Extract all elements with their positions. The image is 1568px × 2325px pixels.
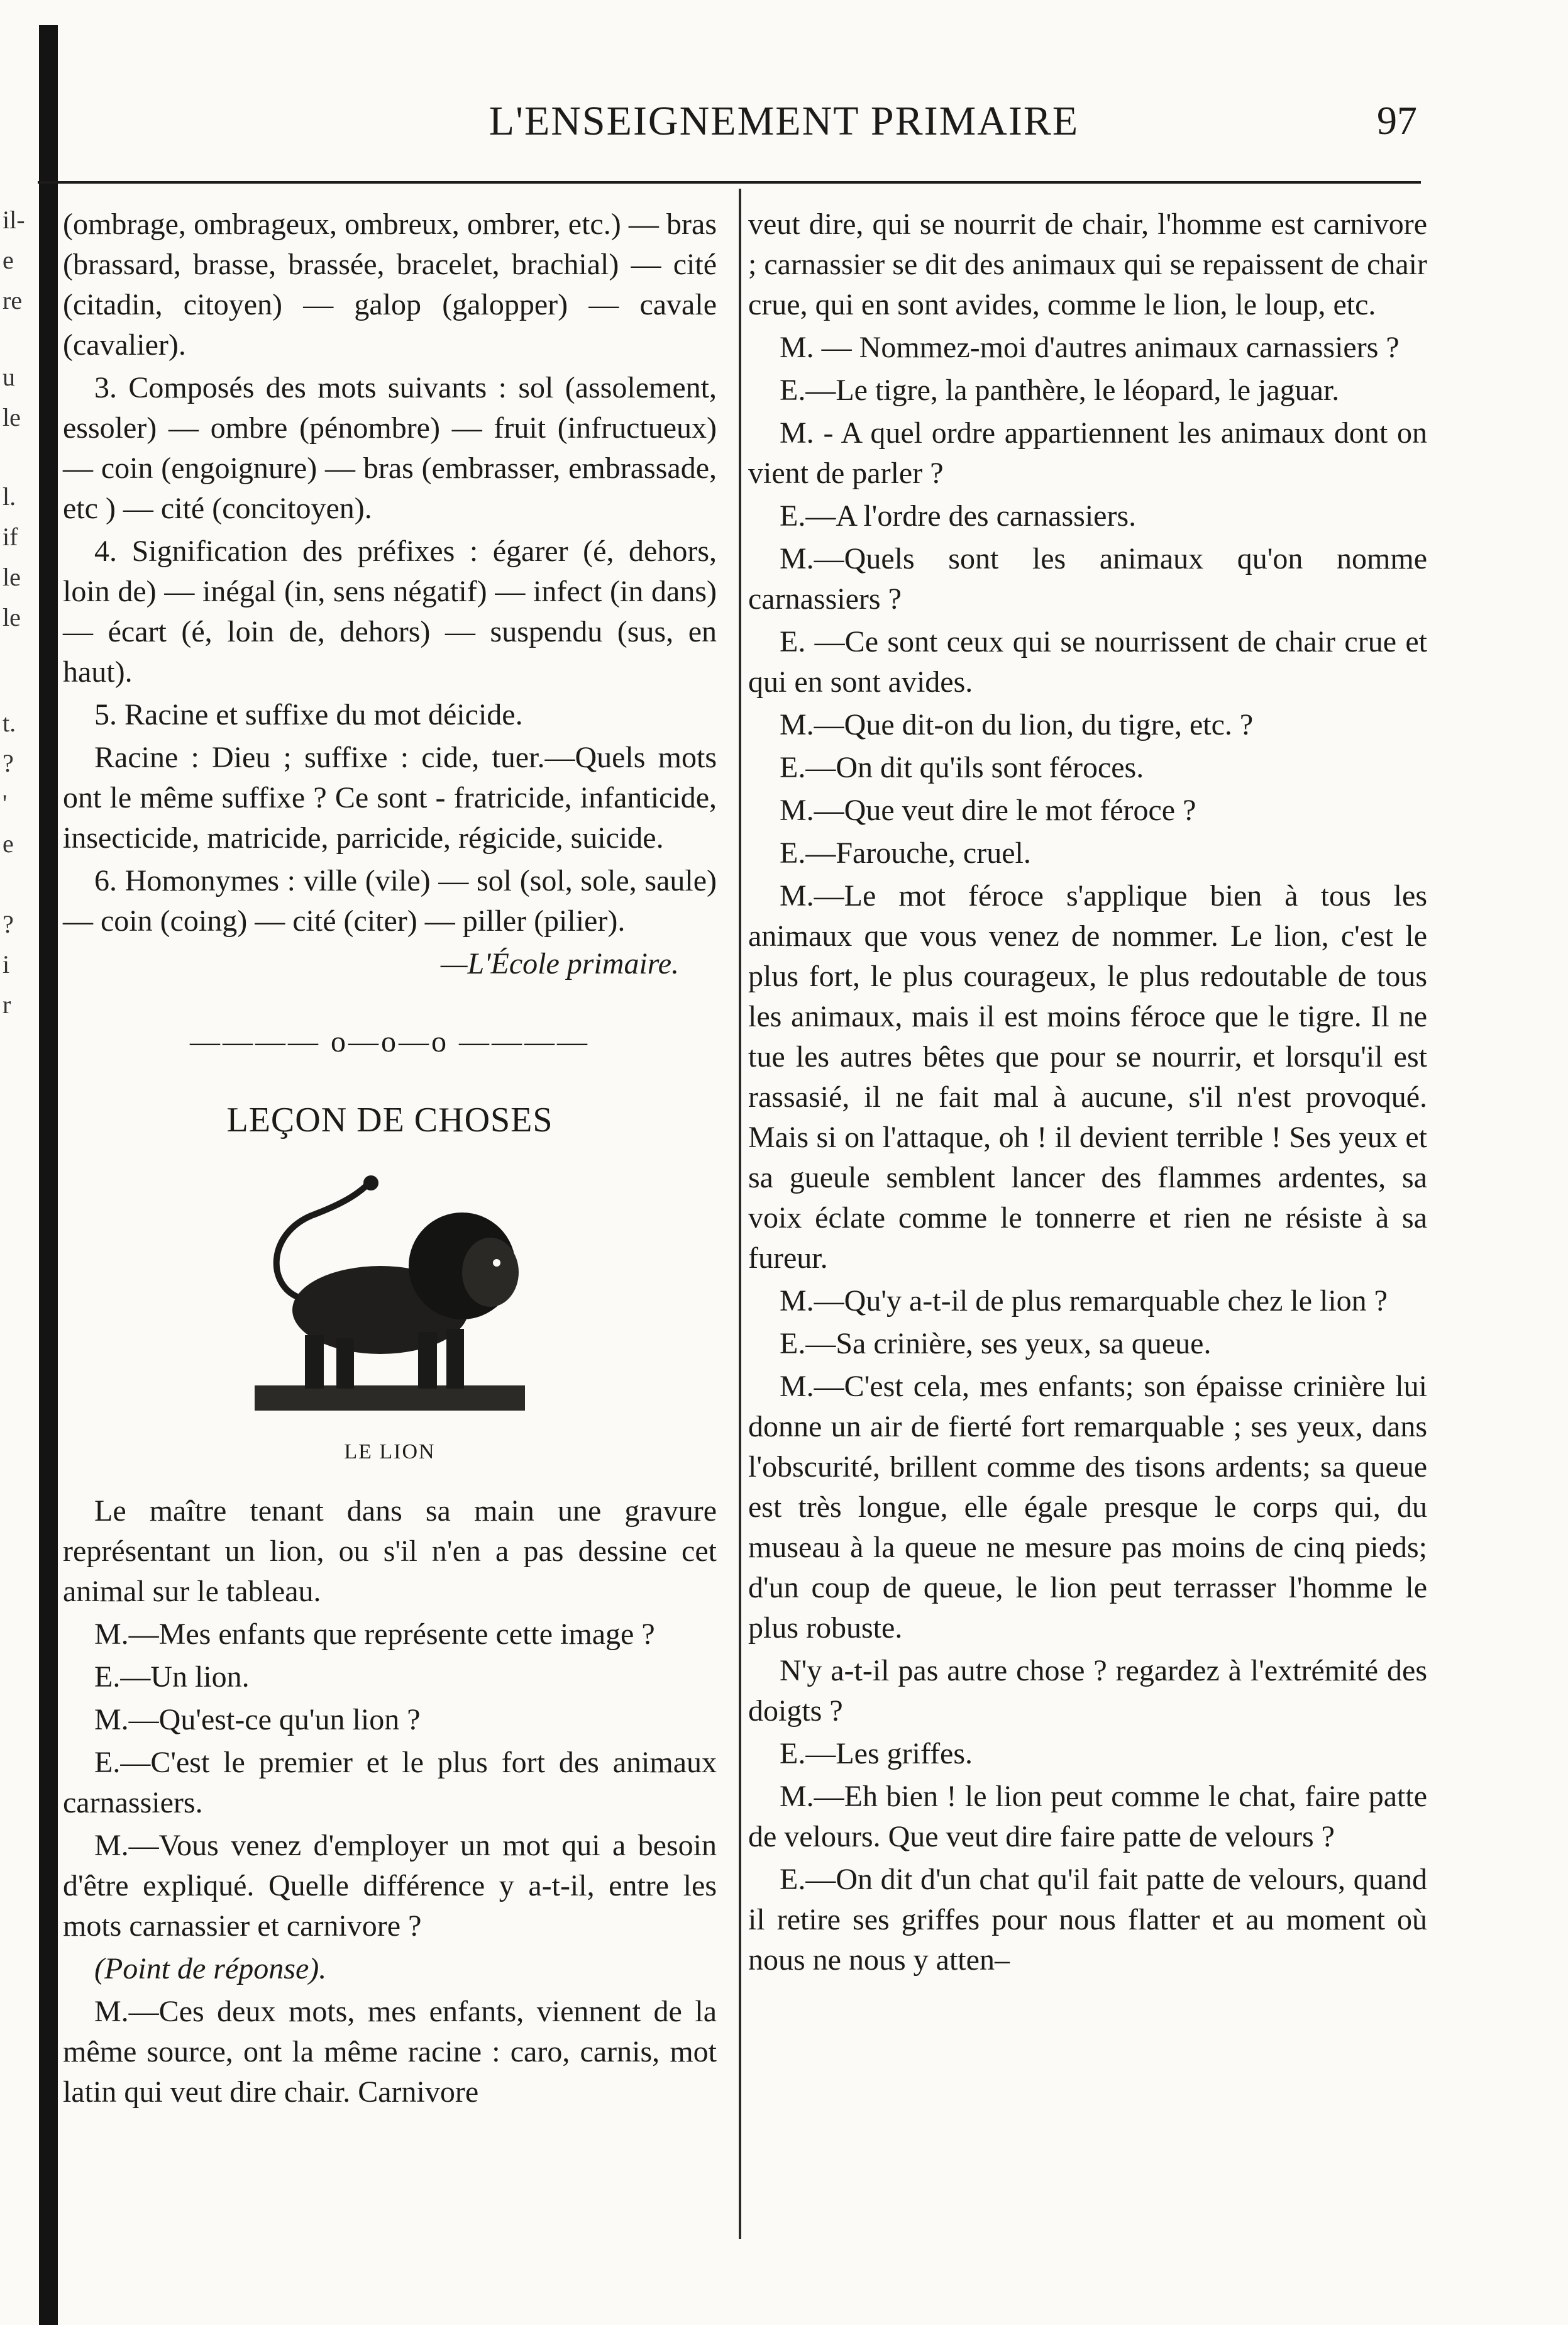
- dialogue-line: E.—Farouche, cruel.: [780, 836, 1031, 870]
- paragraph: (ombrage, ombrageux, ombreux, ombrer, etc.) — bras (brassard, brasse, brassée, bracelet, brachial) — cité (citadin, citoyen) — galop (galopper) — cavale (cavalier).: [63, 208, 717, 362]
- dialogue-line: E.—C'est le premier et le plus fort des animaux carnassiers.: [63, 1746, 717, 1819]
- left-column: [63, 204, 717, 2115]
- dialogue-line: M.—C'est cela, mes enfants; son épaisse crinière lui donne un air de fierté fort remarquable ; ses yeux, dans l'obscurité, brillent comme des tisons ardents; sa queue est très longue, elle égale presque le corps qui, du museau à la queue ne mesure pas moins de cinq pieds; d'un coup de queue, le lion peut terrasser l'homme le plus robuste.: [748, 1370, 1427, 1645]
- dialogue-line: E.—On dit qu'ils sont féroces.: [780, 751, 1144, 784]
- paragraph: 5. Racine et suffixe du mot déicide.: [94, 698, 523, 731]
- dialogue-line: M. — Nommez-moi d'autres animaux carnassiers ?: [780, 331, 1400, 364]
- dialogue-line: M.—Mes enfants que représente cette image ?: [94, 1618, 655, 1651]
- page-number: 97: [1377, 98, 1417, 143]
- gutter-fragment: i: [3, 950, 10, 979]
- paragraph: Racine : Dieu ; suffixe : cide, tuer.—Quels mots ont le même suffixe ? Ce sont - fratricide, infanticide, insecticide, matricide, parricide, régicide, suicide.: [63, 741, 717, 855]
- dialogue-line: M.—Que dit-on du lion, du tigre, etc. ?: [780, 708, 1254, 741]
- dialogue-line: M.—Qu'y a-t-il de plus remarquable chez le lion ?: [780, 1284, 1388, 1318]
- paragraph: veut dire, qui se nourrit de chair, l'homme est carnivore ; carnassier se dit des animaux qui se repaissent de chair crue, qui en sont avides, comme le lion, le loup, etc.: [748, 208, 1427, 321]
- dialogue-line: M.—Quels sont les animaux qu'on nomme carnassiers ?: [748, 542, 1427, 616]
- gutter-fragment: r: [3, 990, 11, 1019]
- gutter-fragment: le: [3, 403, 21, 431]
- gutter-fragment: ?: [3, 749, 14, 777]
- gutter-fragment: re: [3, 286, 23, 314]
- dialogue-line: E.—Les griffes.: [780, 1737, 973, 1770]
- dialogue-line: M.—Vous venez d'employer un mot qui a besoin d'être expliqué. Quelle différence y a-t-il, entre les mots carnassier et carnivore ?: [63, 1829, 717, 1943]
- paragraph: Le maître tenant dans sa main une gravure représentant un lion, ou s'il n'en a pas dessine cet animal sur le tableau.: [63, 1494, 717, 1608]
- gutter-fragment: e: [3, 246, 14, 274]
- dialogue-line: M.—Le mot féroce s'applique bien à tous les animaux que vous venez de nommer. Le lion, c'est le plus fort, le plus courageux, le plus redoutable de tous les animaux, mais il est moins féroce que le tigre. Il ne tue les autres bêtes que pour se nourrir, et lorsqu'il est rassasié, il ne fait mal à aucune, s'il n'est provoqué. Mais si on l'attaque, oh ! il devient terrible ! Ses yeux et sa gueule semblent lancer des flammes ardentes, sa voix éclate comme le tonnerre et rien ne résiste à sa fureur.: [748, 879, 1427, 1275]
- lion-illustration: [242, 1159, 538, 1423]
- gutter-fragment: ': [3, 789, 8, 818]
- running-header-title: L'ENSEIGNEMENT PRIMAIRE: [489, 98, 1079, 144]
- gutter-fragment: ?: [3, 910, 14, 938]
- source-attribution: —L'École primaire.: [440, 947, 679, 980]
- dialogue-line: E.—Un lion.: [94, 1660, 250, 1694]
- binding-edge: [39, 25, 58, 2325]
- gutter-fragment: e: [3, 830, 14, 858]
- paragraph: 3. Composés des mots suivants : sol (assolement, essoler) — ombre (pénombre) — fruit (infructueux) — coin (engoignure) — bras (embrasser, embrassade, etc ) — cité (concitoyen).: [63, 371, 717, 525]
- dialogue-line: E.—On dit d'un chat qu'il fait patte de velours, quand il retire ses griffes pour nous flatter et au moment où nous ne nous y atten–: [748, 1863, 1427, 1977]
- dialogue-line: M.—Eh bien ! le lion peut comme le chat, faire patte de velours. Que veut dire faire patte de velours ?: [748, 1780, 1427, 1853]
- dialogue-line: E.—Le tigre, la panthère, le léopard, le jaguar.: [780, 374, 1340, 407]
- gutter-fragment: le: [3, 603, 21, 631]
- paragraph: 4. Signification des préfixes : égarer (é, dehors, loin de) — inégal (in, sens négatif) — infect (in dans) — écart (é, loin de, dehors) — suspendu (sus, en haut).: [63, 535, 717, 689]
- dialogue-line: M.—Qu'est-ce qu'un lion ?: [94, 1703, 421, 1736]
- column-divider: [739, 189, 741, 2239]
- gutter-fragment: le: [3, 563, 21, 591]
- gutter-fragment: if: [3, 523, 18, 551]
- dialogue-line: (Point de réponse).: [94, 1952, 327, 1985]
- dialogue-line: M. - A quel ordre appartiennent les animaux dont on vient de parler ?: [748, 416, 1427, 490]
- gutter-fragment: t.: [3, 709, 16, 737]
- dialogue-line: E.—Sa crinière, ses yeux, sa queue.: [780, 1327, 1212, 1360]
- right-column: [748, 204, 1427, 1983]
- paragraph: 6. Homonymes : ville (vile) — sol (sol, sole, saule) — coin (coing) — cité (citer) — piller (pilier).: [63, 864, 717, 938]
- header-rule: [38, 181, 1421, 184]
- gutter-fragment: l.: [3, 482, 16, 511]
- dialogue-line: M.—Que veut dire le mot féroce ?: [780, 794, 1196, 827]
- dialogue-line: E. —Ce sont ceux qui se nourrissent de chair crue et qui en sont avides.: [748, 625, 1427, 699]
- dialogue-line: M.—Ces deux mots, mes enfants, viennent de la même source, ont la même racine : caro, carnis, mot latin qui veut dire chair. Carnivore: [63, 1995, 717, 2109]
- dialogue-line: N'y a-t-il pas autre chose ? regardez à l'extrémité des doigts ?: [748, 1654, 1427, 1728]
- dialogue-line: E.—A l'ordre des carnassiers.: [780, 499, 1137, 533]
- section-ornament: ———— o—o—o ————: [190, 1025, 590, 1058]
- gutter-fragment: u: [3, 363, 15, 391]
- gutter-fragment: il-: [3, 206, 25, 234]
- figure-caption: LE LION: [344, 1440, 436, 1463]
- section-title: LEÇON DE CHOSES: [226, 1101, 553, 1140]
